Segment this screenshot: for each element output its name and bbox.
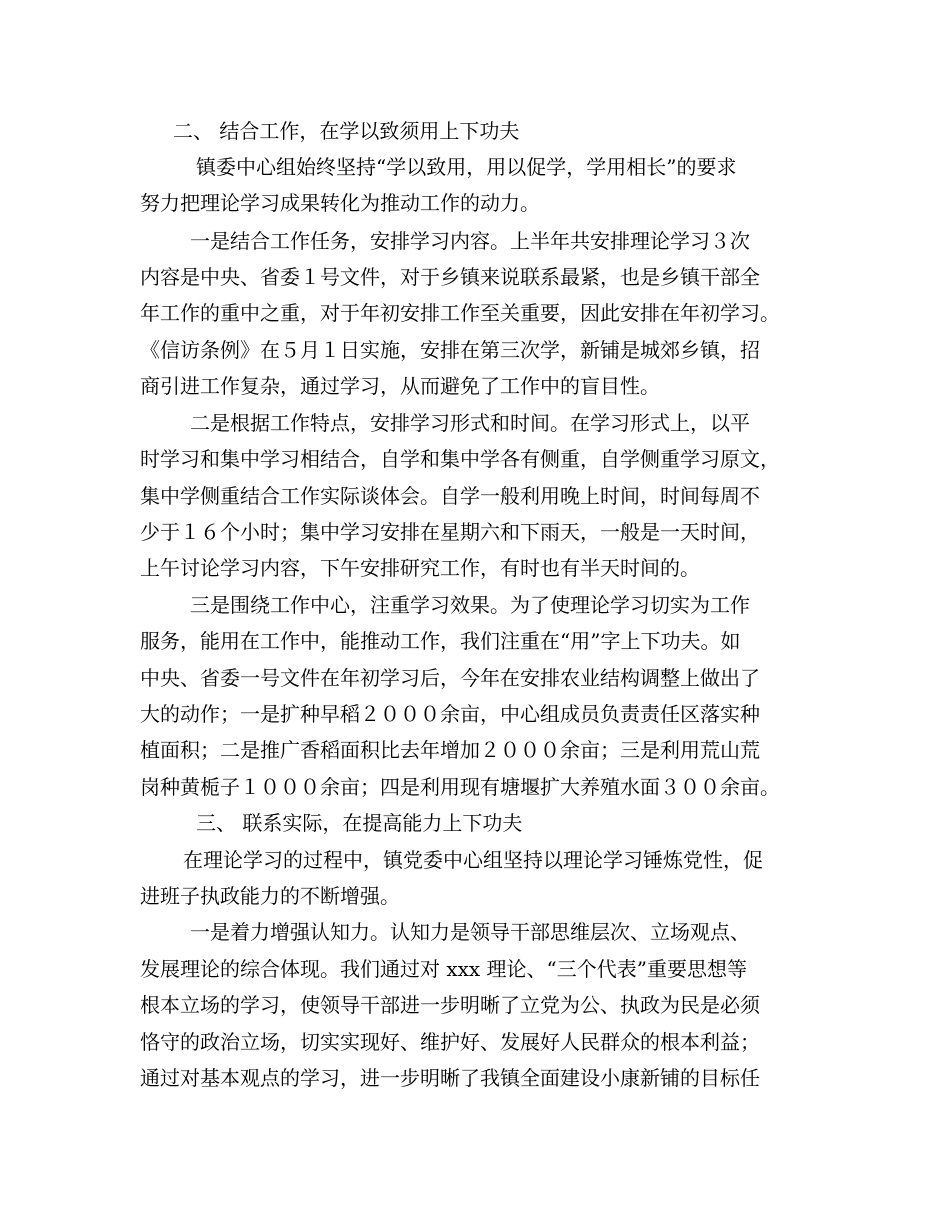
paragraph-line: 年工作的重中之重，对于年初安排工作至关重要，因此安排在年初学习。 [140, 301, 780, 325]
paragraph-line: 进班子执政能力的不断增强。 [140, 884, 400, 908]
paragraph-line: 时学习和集中学习相结合，自学和集中学各有侧重，自学侧重学习原文， [140, 447, 780, 471]
paragraph-line: 服务，能用在工作中，能推动工作，我们注重在“用”字上下功夫。如 [140, 629, 741, 653]
paragraph-line: 大的动作；一是扩种早稻２０００余亩，中心组成员负责责任区落实种 [140, 702, 760, 726]
paragraph-line: 集中学侧重结合工作实际谈体会。自学一般利用晚上时间，时间每周不 [140, 484, 760, 508]
paragraph-line: 三是围绕工作中心，注重学习效果。为了使理论学习切实为工作 [190, 593, 750, 617]
paragraph-line: 一是着力增强认知力。认知力是领导干部思维层次、立场观点、 [190, 920, 750, 944]
paragraph-line: 镇委中心组始终坚持“学以致用，用以促学，学用相长”的要求 [196, 155, 737, 179]
paragraph-line: 上午讨论学习内容，下午安排研究工作，有时也有半天时间的。 [140, 556, 700, 580]
paragraph-line: 恪守的政治立场，切实实现好、维护好、发展好人民群众的根本利益； [140, 1030, 760, 1054]
paragraph-line: 《信访条例》在５月１日实施，安排在第三次学，新铺是城郊乡镇，招 [140, 338, 760, 362]
paragraph-line: 发展理论的综合体现。我们通过对 xxx 理论、“三个代表”重要思想等 [140, 957, 748, 981]
section-heading-3: 三、 联系实际，在提高能力上下功夫 [196, 811, 523, 835]
paragraph-line: 在理论学习的过程中，镇党委中心组坚持以理论学习锤炼党性，促 [183, 848, 763, 872]
section-heading-2: 二、 结合工作，在学以致须用上下功夫 [173, 119, 520, 143]
paragraph-line: 通过对基本观点的学习，进一步明晰了我镇全面建设小康新铺的目标任 [140, 1066, 760, 1090]
paragraph-line: 植面积；二是推广香稻面积比去年增加２０００余亩；三是利用荒山荒 [140, 738, 760, 762]
paragraph-line: 商引进工作复杂，通过学习，从而避免了工作中的盲目性。 [140, 374, 660, 398]
paragraph-line: 一是结合工作任务，安排学习内容。上半年共安排理论学习３次 [190, 229, 750, 253]
paragraph-line: 中央、省委一号文件在年初学习后，今年在安排农业结构调整上做出了 [140, 666, 760, 690]
paragraph-line: 二是根据工作特点，安排学习形式和时间。在学习形式上，以平 [190, 411, 750, 435]
paragraph-line: 内容是中央、省委１号文件，对于乡镇来说联系最紧，也是乡镇干部全 [140, 265, 760, 289]
paragraph-line: 根本立场的学习，使领导干部进一步明晰了立党为公、执政为民是必须 [140, 993, 760, 1017]
paragraph-line: 少于１６个小时；集中学习安排在星期六和下雨天，一般是一天时间， [140, 520, 760, 544]
paragraph-line: 努力把理论学习成果转化为推动工作的动力。 [140, 191, 540, 215]
paragraph-line: 岗种黄栀子１０００余亩；四是利用现有塘堰扩大养殖水面３００余亩。 [140, 775, 780, 799]
